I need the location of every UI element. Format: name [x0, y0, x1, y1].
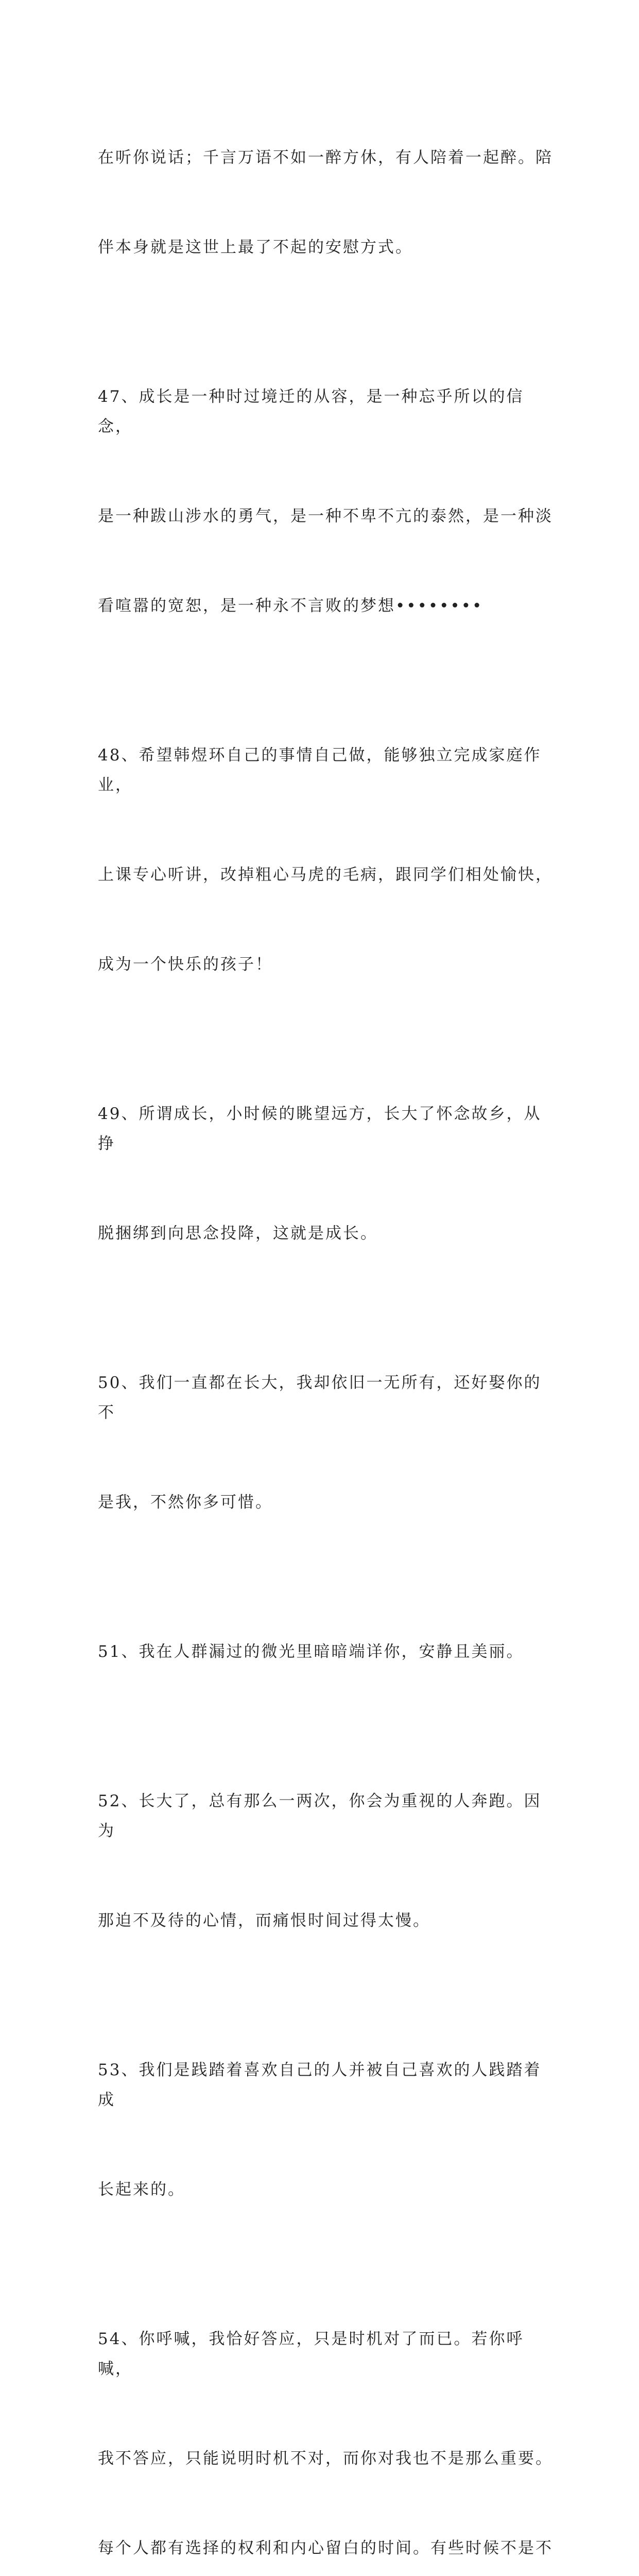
paragraph-50 — [98, 1308, 556, 1577]
text-line: 54、你呼喊，我恰好答应，只是时机对了而已。若你呼喊， — [98, 2330, 524, 2378]
paragraph-54 — [98, 2264, 556, 2576]
paragraph-49 — [98, 1039, 556, 1308]
paragraph-52 — [98, 1726, 556, 1995]
text-line: 是我，不然你多可惜。 — [98, 1493, 273, 1512]
text-line: 我不答应，只能说明时机不对，而你对我也不是那么重要。 — [98, 2449, 553, 2468]
text-line: 上课专心听讲，改掉粗心马虎的毛病，跟同学们相处愉快， — [98, 866, 553, 884]
text-line: 那迫不及待的心情，而痛恨时间过得太慢。 — [98, 1911, 430, 1930]
text-line: 伴本身就是这世上最了不起的安慰方式。 — [98, 238, 413, 257]
text-line: 是一种跋山涉水的勇气，是一种不卑不亢的泰然，是一种淡 — [98, 507, 553, 526]
text-line: 每个人都有选择的权利和内心留白的时间。有些时候不是不 — [98, 2539, 553, 2557]
text-line: 52、长大了，总有那么一两次，你会为重视的人奔跑。因为 — [98, 1792, 542, 1840]
text-line: 成为一个快乐的孩子！ — [98, 955, 273, 974]
paragraph-53 — [98, 1995, 556, 2264]
text-line: 长起来的。 — [98, 2180, 185, 2199]
text-line: 48、希望韩煜环自己的事情自己做，能够独立完成家庭作业， — [98, 746, 542, 794]
text-line: 47、成长是一种时过境迁的从容，是一种忘乎所以的信念， — [98, 387, 524, 436]
paragraph-47 — [98, 322, 556, 681]
text-line: 脱捆绑到向思念投降，这就是成长。 — [98, 1224, 378, 1243]
text-line: 53、我们是践踏着喜欢自己的人并被自己喜欢的人践踏着成 — [98, 2061, 542, 2109]
paragraph-continuation — [98, 83, 556, 322]
text-line: 在听你说话；千言万语不如一醉方休，有人陪着一起醉。陪 — [98, 148, 553, 167]
paragraph-51 — [98, 1577, 556, 1726]
text-line: 49、所谓成长，小时候的眺望远方，长大了怀念故乡，从挣 — [98, 1105, 542, 1153]
text-line: 51、我在人群漏过的微光里暗暗端详你，安静且美丽。 — [98, 1642, 524, 1661]
document-body — [98, 83, 556, 2576]
text-line: 50、我们一直都在长大，我却依旧一无所有，还好娶你的不 — [98, 1374, 542, 1422]
text-line: 看喧嚣的宽恕，是一种永不言败的梦想•••••••• — [98, 597, 483, 615]
paragraph-48 — [98, 681, 556, 1039]
